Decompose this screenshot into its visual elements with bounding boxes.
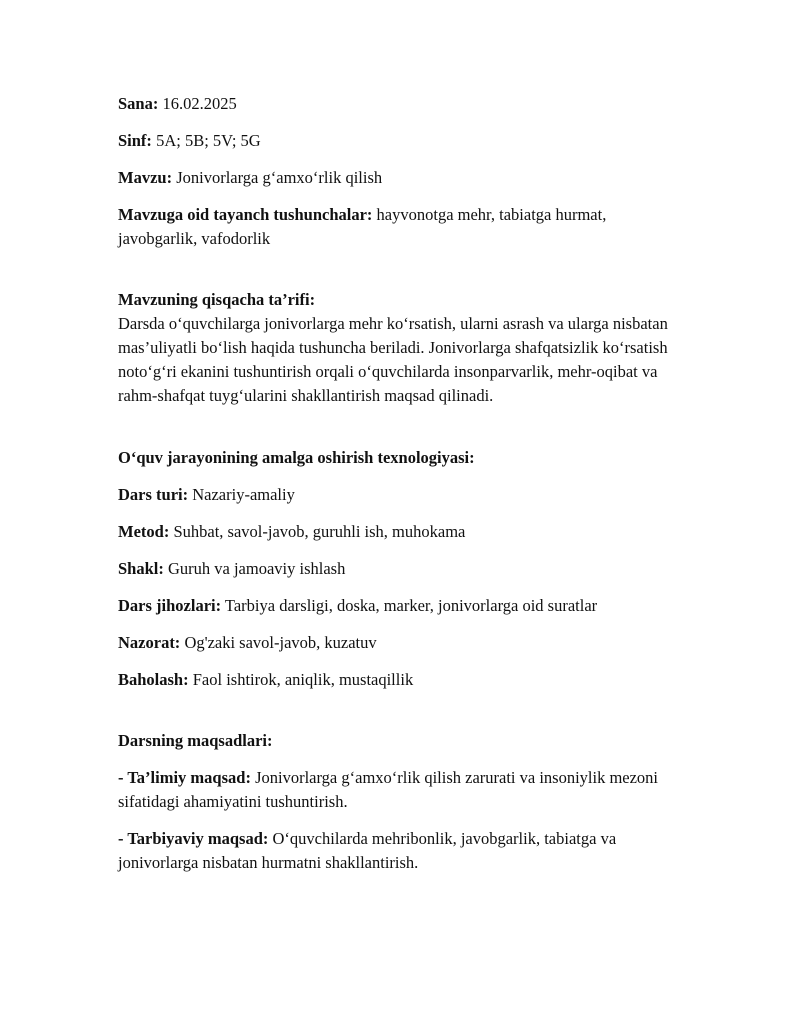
method-label: Metod:	[118, 522, 170, 541]
date-line	[118, 92, 688, 116]
class-value: 5A; 5B; 5V; 5G	[151, 131, 261, 150]
educational-goal-text: Jonivorlarga g‘amxo‘rlik qilish zarurati va insoniylik mezoni sifatidagi ahamiyatini tushuntirish.	[118, 768, 659, 811]
topic-line	[118, 166, 688, 190]
key-concepts-label: Mavzuga oid tayanch tushunchalar:	[118, 205, 373, 224]
technology-heading: O‘quv jarayonining amalga oshirish texnologiyasi:	[118, 448, 475, 467]
topic-label: Mavzu:	[118, 168, 173, 187]
class-line	[118, 129, 688, 153]
class-label: Sinf:	[118, 131, 152, 150]
date-value: 16.02.2025	[158, 94, 237, 113]
form-value: Guruh va jamoaviy ishlash	[163, 559, 346, 578]
lesson-type-line	[118, 483, 688, 507]
upbringing-goal-text: O‘quvchilarda mehribonlik, javobgarlik, tabiatga va jonivorlarga nisbatan hurmatni shakllantirish.	[118, 829, 617, 872]
date-label: Sana:	[118, 94, 159, 113]
equipment-line	[118, 594, 688, 618]
key-concepts-line	[118, 203, 688, 251]
assessment-line	[118, 668, 688, 692]
upbringing-goal-label: - Tarbiyaviy maqsad:	[118, 829, 269, 848]
method-line	[118, 520, 688, 544]
control-line	[118, 631, 688, 655]
upbringing-goal	[118, 827, 688, 875]
form-line	[118, 557, 688, 581]
description-heading: Mavzuning qisqacha ta’rifi:	[118, 290, 316, 309]
educational-goal	[118, 766, 688, 814]
lesson-type-label: Dars turi:	[118, 485, 189, 504]
control-value: Og'zaki savol-javob, kuzatuv	[180, 633, 377, 652]
assessment-value: Faol ishtirok, aniqlik, mustaqillik	[188, 670, 414, 689]
key-concepts-value: hayvonotga mehr, tabiatga hurmat, javobgarlik, vafodorlik	[118, 205, 607, 248]
method-value: Suhbat, savol-javob, guruhli ish, muhokama	[169, 522, 466, 541]
description-text: Darsda o‘quvchilarga jonivorlarga mehr ko‘rsatish, ularni asrash va ularga nisbatan mas’uliyatli bo‘lish haqida tushuncha beriladi. Jonivorlarga shafqatsizlik ko‘rsatish noto‘g‘ri ekanini tushuntirish orqali o‘quvchilarda insonparvarlik, mehr-oqibat va rahm-shafqat tuyg‘ularini shakllantirish maqsad qilinadi.	[118, 314, 668, 405]
lesson-type-value: Nazariy-amaliy	[188, 485, 295, 504]
topic-value: Jonivorlarga g‘amxo‘rlik qilish	[172, 168, 383, 187]
equipment-value: Tarbiya darsligi, doska, marker, jonivorlarga oid suratlar	[221, 596, 598, 615]
control-label: Nazorat:	[118, 633, 181, 652]
form-label: Shakl:	[118, 559, 164, 578]
document-page	[118, 92, 688, 875]
goals-heading: Darsning maqsadlari:	[118, 731, 273, 750]
equipment-label: Dars jihozlari:	[118, 596, 222, 615]
assessment-label: Baholash:	[118, 670, 189, 689]
educational-goal-label: - Ta’limiy maqsad:	[118, 768, 251, 787]
